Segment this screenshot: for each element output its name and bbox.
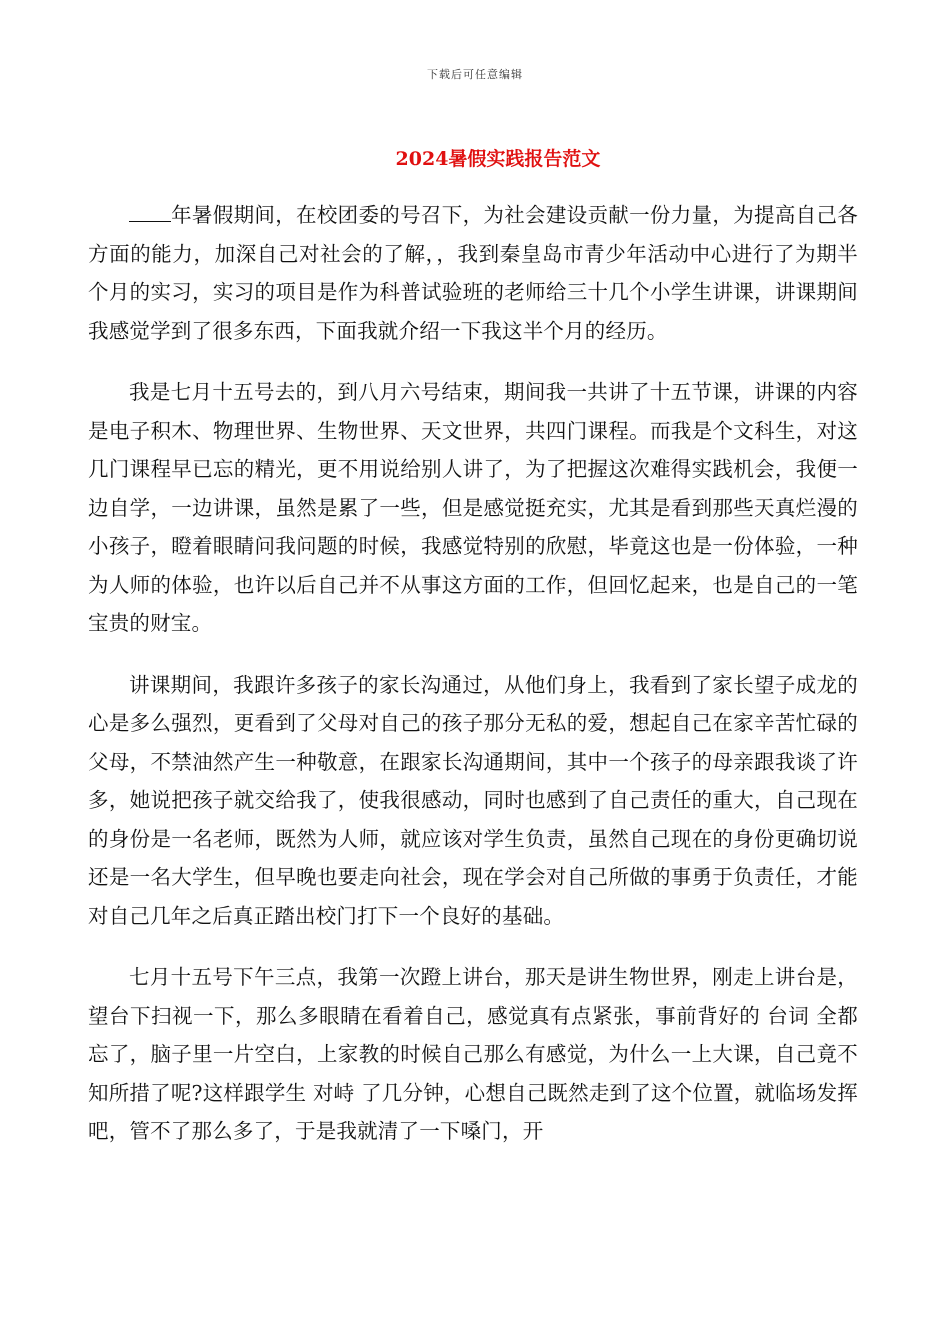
document-body [88, 196, 858, 1174]
fill-in-blank [129, 203, 171, 222]
document-title: 2024暑假实践报告范文 [395, 148, 601, 170]
paragraph-1 [88, 196, 858, 350]
paragraph-2: 我是七月十五号去的，到八月六号结束，期间我一共讲了十五节课，讲课的内容是电子积木、物理世界、生物世界、天文世界，共四门课程。而我是个文科生，对这几门课程早已忘的精光，更不用说给别人讲了，为了把握这次难得实践机会，我便一边自学，一边讲课，虽然是累了一些，但是感觉挺充实，尤其是看到那些天真烂漫的小孩子，瞪着眼睛问我问题的时候，我感觉特别的欣慰，毕竟这也是一份体验，一种为人师的体验，也许以后自己并不从事这方面的工作，但回忆起来，也是自己的一笔宝贵的财宝。 [88, 380, 858, 635]
header-note: 下载后可任意编辑 [427, 68, 523, 81]
paragraph-4: 七月十五号下午三点，我第一次蹬上讲台，那天是讲生物世界，刚走上讲台是，望台下扫视一下，那么多眼睛在看着自己，感觉真有点紧张，事前背好的 台词 全都忘了，脑子里一片空白，上家教的时候自己那么有感觉，为什么一上大课，自己竟不知所措了呢?这样跟学生 对峙 了几分钟，心想自己既然走到了这个位置，就临场发挥吧，管不了那么多了，于是我就清了一下嗓门，开 [88, 965, 858, 1143]
paragraph-3: 讲课期间，我跟许多孩子的家长沟通过，从他们身上，我看到了家长望子成龙的心是多么强烈，更看到了父母对自己的孩子那分无私的爱，想起自己在家辛苦忙碌的父母，不禁油然产生一种敬意，在跟家长沟通期间，其中一个孩子的母亲跟我谈了许多，她说把孩子就交给我了，使我很感动，同时也感到了自己责任的重大，自己现在的身份是一名老师，既然为人师，就应该对学生负责，虽然自己现在的身份更确切说还是一名大学生，但早晚也要走向社会，现在学会对自己所做的事勇于负责任，才能对自己几年之后真正踏出校门打下一个良好的基础。 [88, 672, 858, 928]
paragraph-1-text: 年暑假期间，在校团委的号召下，为社会建设贡献一份力量，为提高自己各方面的能力，加深自己对社会的了解，，我到秦皇岛市青少年活动中心进行了为期半个月的实习，实习的项目是作为科普试验班的老师给三十几个小学生讲课，讲课期间我感觉学到了很多东西，下面我就介绍一下我这半个月的经历。 [88, 203, 858, 343]
